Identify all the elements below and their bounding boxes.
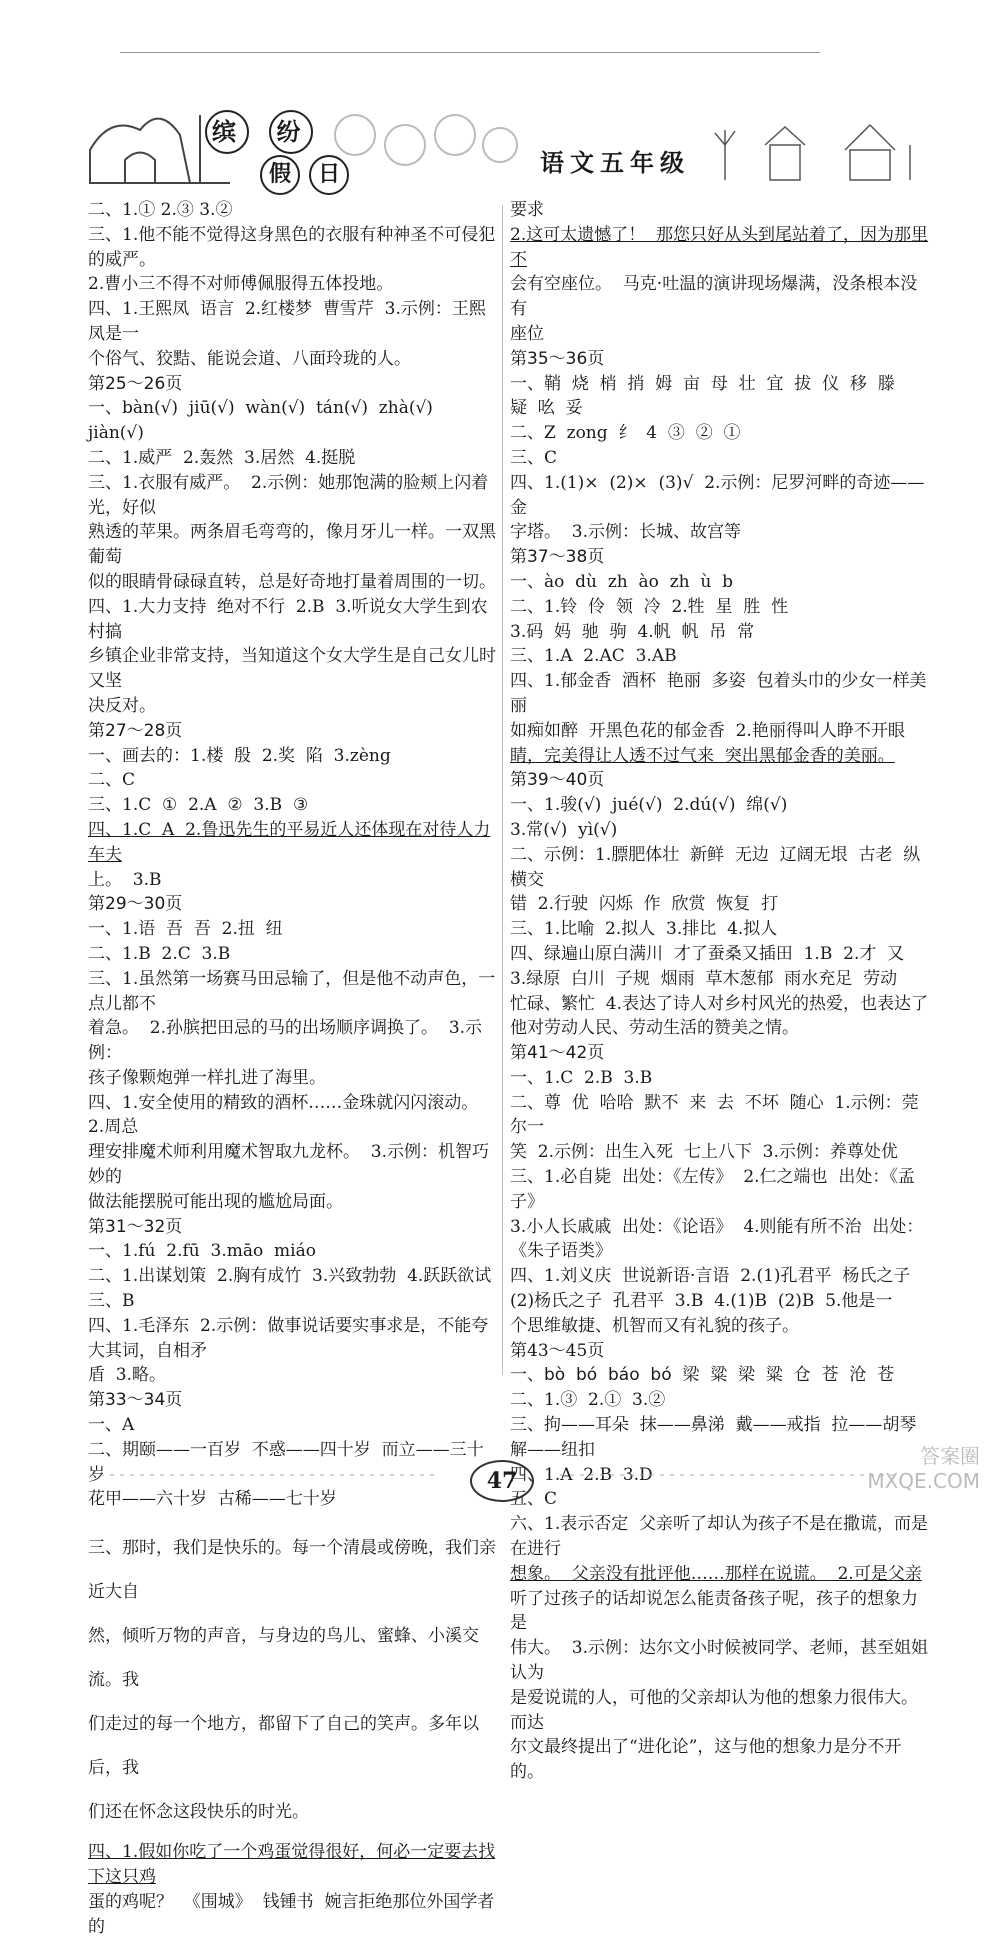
page-range-heading: 第41～42页 xyxy=(510,1043,605,1064)
page-range-heading: 第37～38页 xyxy=(510,547,605,568)
answer-line: 似的眼睛骨碌碌直转，总是好奇地打量着周围的一切。 xyxy=(88,571,496,592)
answer-line: 3.绿原 白川 子规 烟雨 草木葱郁 雨水充足 劳动 xyxy=(510,968,898,989)
answer-line: 孩子像颗炮弹一样扎进了海里。 xyxy=(88,1067,326,1088)
answer-line: 蛋的鸡呢？ 《围城》 钱锺书 婉言拒绝那位外国学者的 xyxy=(88,1891,495,1937)
column-divider xyxy=(502,205,503,1375)
answer-line: 四、1.(1)× (2)× (3)√ 2.示例：尼罗河畔的奇迹——金 xyxy=(510,472,925,518)
answer-line: 解——纽扣 xyxy=(510,1439,595,1460)
answer-line: 睛，完美得让人透不过气来 突出黑郁金香的美丽。 xyxy=(510,745,895,766)
brand-title xyxy=(205,110,317,154)
brand-char-2: 纷 xyxy=(269,110,313,154)
answer-line: 三、B xyxy=(88,1291,135,1312)
answer-line: 是爱说谎的人，可他的父亲却认为他的想象力很伟大。而达 xyxy=(510,1687,918,1733)
answer-line: 四、1.安全使用的精致的酒杯……金珠就闪闪滚动。 2.周总 xyxy=(88,1092,490,1138)
answer-line: 字塔。 3.示例：长城、故宫等 xyxy=(510,522,742,543)
page-range-heading: 一、bò bó báo bó 梁 粱 梁 粱 仓 苍 沧 苍 xyxy=(510,1365,895,1386)
watermark xyxy=(867,1440,980,1493)
spacer xyxy=(88,1512,500,1526)
answer-line: 三、拘——耳朵 抹——鼻涕 戴——戒指 拉——胡琴 xyxy=(510,1415,917,1436)
answer-line: 他对劳动人民、劳动生活的赞美之情。 xyxy=(510,1018,799,1039)
answer-line: 一、ào dù zh ào zh ù b xyxy=(510,571,734,592)
answer-line: 决反对。 xyxy=(88,695,156,716)
answer-line: 一、bàn(√) jiū(√) wàn(√) tán(√) zhà(√) xyxy=(88,398,433,419)
answer-line: 二、1.出谋划策 2.胸有成竹 3.兴致勃勃 4.跃跃欲试 xyxy=(88,1266,492,1287)
answer-line: 会有空座位。 马克·吐温的演讲现场爆满，没条根本没有 xyxy=(510,274,918,320)
answer-line: 第43～45页 xyxy=(510,1340,605,1361)
right-column xyxy=(510,198,930,1785)
decorative-bubbles xyxy=(330,110,520,170)
answer-line: 们还在怀念这段快乐的时光。 xyxy=(88,1802,309,1823)
answer-line: 想象。 父亲没有批评他……那样在说谎。 2.可是父亲 xyxy=(510,1563,922,1584)
answer-line: 一、鞘 烧 梢 捎 姆 亩 母 壮 宜 拔 仪 移 滕 xyxy=(510,373,895,394)
answer-line: 四、1.A 2.B 3.D xyxy=(510,1464,653,1485)
answer-line: 三、那时，我们是快乐的。每一个清晨或傍晚，我们亲近大自 xyxy=(88,1538,496,1603)
answer-line: 2.曹小三不得不对师傅佩服得五体投地。 xyxy=(88,274,394,295)
page-range-heading: 第29～30页 xyxy=(88,894,183,915)
answer-line: 3.常(√) yì(√) xyxy=(510,819,618,840)
answer-line: 三、1.比喻 2.拟人 3.排比 4.拟人 xyxy=(510,919,778,940)
answer-line: 一、1.语 吾 吾 2.扭 纽 xyxy=(88,919,283,940)
page-range-heading: 第35～36页 xyxy=(510,348,605,369)
answer-line: 二、Z zong 纟 4 ③ ② ① xyxy=(510,423,741,444)
answer-line: 个思维敏捷、机智而又有礼貌的孩子。 xyxy=(510,1315,799,1336)
answer-line: 一、1.fú 2.fū 3.māo miáo xyxy=(88,1241,316,1262)
answer-line: 三、1.他不能不觉得这身黑色的衣服有种神圣不可侵犯的威严。 xyxy=(88,224,496,270)
answer-line: 理安排魔术师利用魔术智取九龙杯。 3.示例：机智巧妙的 xyxy=(88,1142,490,1188)
answer-line: 二、尊 优 哈哈 默不 来 去 不坏 随心 1.示例：莞尔一 xyxy=(510,1092,919,1138)
answer-line: 伟大。 3.示例：达尔文小时候被同学、老师，甚至姐姐认为 xyxy=(510,1638,929,1684)
answer-line: 们走过的每一个地方，都留下了自己的笑声。多年以后，我 xyxy=(88,1714,479,1779)
page-range-heading: 第31～32页 xyxy=(88,1216,183,1237)
answer-line: 二、1.① 2.③ 3.② xyxy=(88,200,233,220)
answer-line: 花甲——六十岁 古稀——七十岁 xyxy=(88,1489,337,1510)
answer-line: 座位 xyxy=(510,323,544,344)
answer-line: 二、1.B 2.C 3.B xyxy=(88,943,231,964)
answer-line: 一、画去的：1.楼 殷 2.奖 陷 3.zèng xyxy=(88,745,391,766)
answer-line: 四、1.刘义庆 世说新语·言语 2.(1)孔君平 杨氏之子 xyxy=(510,1266,911,1287)
page-number: 47 xyxy=(470,1460,534,1502)
page-header xyxy=(0,0,1000,200)
answer-line: 听了过孩子的话却说怎么能责备孩子呢，孩子的想象力是 xyxy=(510,1588,918,1634)
answer-line: 《朱子语类》 xyxy=(510,1241,612,1262)
watermark-url: MXQE.COM xyxy=(867,1469,980,1493)
header-rule xyxy=(120,52,820,53)
watermark-text: 答案圈 xyxy=(920,1444,980,1468)
answer-line: 然，倾听万物的声音，与身边的鸟儿、蜜蜂、小溪交流。我 xyxy=(88,1626,479,1691)
village-illustration xyxy=(710,115,930,185)
answer-line: 错 2.行驶 闪烁 作 欣赏 恢复 打 xyxy=(510,894,779,915)
brand-char-4: 日 xyxy=(309,155,349,195)
answer-line: 尔文最终提出了“进化论”，这与他的想象力是分不开的。 xyxy=(510,1737,902,1783)
answer-line: 3.小人长戚戚 出处：《论语》 4.则能有所不治 出处： xyxy=(510,1216,924,1237)
page-range-heading: 第39～40页 xyxy=(510,770,605,791)
answer-line: 二、1.③ 2.① 3.② xyxy=(510,1390,666,1411)
answer-line: 疑 吆 妥 xyxy=(510,398,583,419)
answer-line: 如痴如醉 开黑色花的郁金香 2.艳丽得叫人睁不开眼 xyxy=(510,720,905,741)
answer-line: 三、C xyxy=(510,447,558,468)
answer-line: 三、1.虽然第一场赛马田忌输了，但是他不动声色，一点儿都不 xyxy=(88,968,496,1014)
answer-line: 二、1.铃 伶 领 冷 2.牲 星 胜 性 xyxy=(510,596,789,617)
answer-line: 个俗气、狡黠、能说会道、八面玲珑的人。 xyxy=(88,348,411,369)
answer-line: 做法能摆脱可能出现的尴尬局面。 xyxy=(88,1191,343,1212)
answer-line: 忙碌、繁忙 4.表达了诗人对乡村风光的热爱，也表达了 xyxy=(510,993,929,1014)
answer-line: 五、C xyxy=(510,1489,558,1510)
answer-line: 笑 2.示例：出生入死 七上八下 3.示例：养尊处优 xyxy=(510,1142,898,1163)
answer-line: 四、1.大力支持 绝对不行 2.B 3.听说女大学生到农村搞 xyxy=(88,596,488,642)
left-column xyxy=(88,198,500,1939)
page-range-heading: 第27～28页 xyxy=(88,720,183,741)
page-range-heading: 第33～34页 xyxy=(88,1390,183,1411)
answer-line: 四、1.毛泽东 2.示例：做事说话要实事求是，不能夸大其词，自相矛 xyxy=(88,1315,489,1361)
answer-line: 四、绿遍山原白满川 才了蚕桑又插田 1.B 2.才 又 xyxy=(510,943,905,964)
answer-line: 乡镇企业非常支持，当知道这个女大学生是自己女儿时又坚 xyxy=(88,646,496,692)
answer-line: 四、1.假如你吃了一个鸡蛋觉得很好，何必一定要去找下这只鸡 xyxy=(88,1842,496,1888)
answer-line: jiàn(√) xyxy=(88,423,144,444)
answer-line: 三、1.衣服有威严。 2.示例：她那饱满的脸颊上闪着光，好似 xyxy=(88,472,489,518)
answer-line: 二、示例：1.膘肥体壮 新鲜 无边 辽阔无垠 古老 纵横交 xyxy=(510,844,921,890)
answer-line: 四、1.王熙凤 语言 2.红楼梦 曹雪芹 3.示例：王熙凤是一 xyxy=(88,299,486,344)
answer-line: 四、1.C A 2.鲁迅先生的平易近人还体现在对待人力车夫 xyxy=(88,819,491,865)
grade-label: 语文五年级 xyxy=(540,149,690,177)
answer-line: 二、C xyxy=(88,770,136,791)
answer-line: 三、1.A 2.AC 3.AB xyxy=(510,646,677,667)
answer-line: 上。 3.B xyxy=(88,869,162,890)
answer-line: 二、期颐——一百岁 不惑——四十岁 而立——三十岁 xyxy=(88,1439,484,1485)
brand-char-1: 缤 xyxy=(205,110,249,154)
answer-line: 要求 xyxy=(510,200,544,220)
answer-line: 盾 3.略。 xyxy=(88,1365,167,1386)
brand-char-3: 假 xyxy=(260,155,300,195)
answer-line: 三、1.必自毙 出处：《左传》 2.仁之端也 出处：《孟子》 xyxy=(510,1167,915,1212)
answer-line: 三、1.C ① 2.A ② 3.B ③ xyxy=(88,795,309,816)
answer-line: 熟透的苹果。两条眉毛弯弯的，像月牙儿一样。一双黑葡萄 xyxy=(88,522,496,568)
page-range-heading: 第25～26页 xyxy=(88,373,183,394)
answer-line: 二、1.威严 2.轰然 3.居然 4.挺脱 xyxy=(88,447,356,468)
answer-line: 着急。 2.孙膑把田忌的马的出场顺序调换了。 3.示例： xyxy=(88,1018,483,1064)
answer-line: 六、1.表示否定 父亲听了却认为孩子不是在撒谎，而是在进行 xyxy=(510,1514,929,1560)
answer-line: 3.码 妈 驰 驹 4.帆 帆 吊 常 xyxy=(510,621,755,642)
answer-line: 一、1.骏(√) jué(√) 2.dú(√) 绵(√) xyxy=(510,795,788,816)
answer-line: 四、1.郁金香 酒杯 艳丽 多姿 包着头巾的少女一样美丽 xyxy=(510,671,927,716)
answer-line: 2.这可太遗憾了！ 那您只好从头到尾站着了，因为那里不 xyxy=(510,224,929,270)
answer-line: (2)杨氏之子 孔君平 3.B 4.(1)B (2)B 5.他是一 xyxy=(510,1291,893,1312)
answer-line: 一、1.C 2.B 3.B xyxy=(510,1067,653,1088)
answer-line: 一、A xyxy=(88,1415,135,1436)
